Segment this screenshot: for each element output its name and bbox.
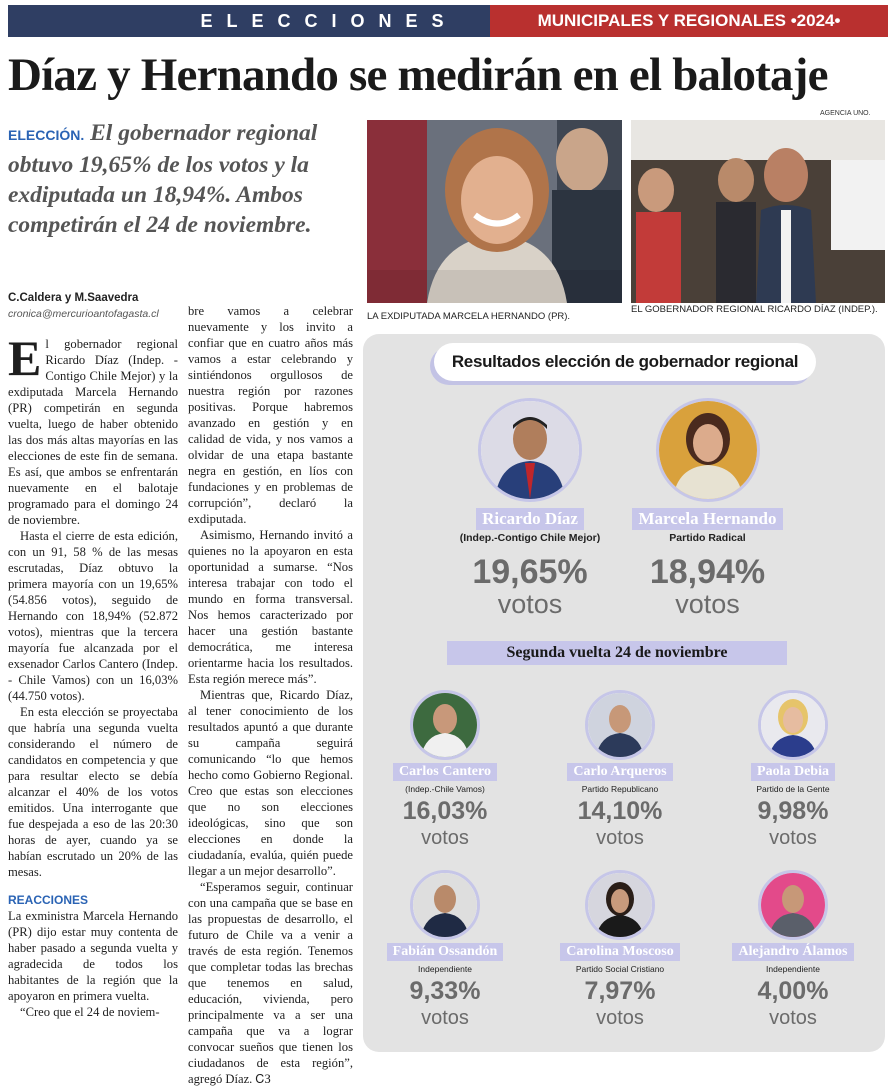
lede-text: El gobernador regional obtuvo 19,65% de los votos y la exdiputada un 18,94%. Ambos competirán el 24 de noviembre.	[8, 120, 318, 238]
candidate-percent: 16,03%	[402, 797, 488, 825]
candidate-portrait	[413, 873, 477, 937]
section-title: REACCIONES	[8, 893, 89, 907]
candidate-name: Alejandro Álamos	[732, 943, 853, 961]
end-mark: ᏟЗ	[255, 1072, 271, 1086]
paragraph-8	[188, 879, 353, 1087]
candidate-party: Partido Republicano	[581, 784, 659, 794]
subsection-label: MUNICIPALES Y REGIONALES •2024•	[490, 5, 888, 37]
paragraph-6: Asimismo, Hernando invitó a quienes no la apoyaron en esta oportunidad a sumarse. “Nos interesa trabajar con todo el mundo en forma transversal. Nos hemos caracterizado por hacer una gestión bastante democrática, me interesa orientarme hacia los resultados. Esta región merece más”.	[188, 528, 353, 686]
candidate-party: Partido de la Gente	[756, 784, 830, 794]
candidate-portrait	[761, 693, 825, 757]
author-email: cronica@mercurioantofagasta.cl	[8, 308, 159, 320]
paragraph-4: La exministra Marcela Hernando (PR) dijo estar muy contenta de haber pasado a segunda vuelta y agradecida de todos los habitantes de la región que la apoyaron en primera vuelta.	[8, 909, 178, 1003]
avatar	[478, 398, 582, 502]
candidate-percent: 4,00%	[757, 977, 829, 1005]
candidate-name: Paola Debia	[751, 763, 835, 781]
candidate-card	[718, 870, 868, 1030]
hernando-photo-illustration	[367, 120, 622, 303]
votes-label: votos	[769, 1007, 817, 1029]
candidate-card	[545, 690, 695, 850]
article-column-1	[8, 290, 178, 1020]
avatar	[410, 690, 480, 760]
photo-credit: AGENCIA UNO.	[820, 110, 871, 117]
votes-label: votos	[769, 827, 817, 849]
candidate-percent: 19,65%	[472, 553, 588, 591]
caption-right: EL GOBERNADOR REGIONAL RICARDO DÍAZ (INDEP.).	[631, 304, 878, 315]
candidate-card	[370, 870, 520, 1030]
avatar	[758, 870, 828, 940]
drop-cap: E	[8, 330, 42, 386]
finalist-card	[620, 398, 795, 618]
votes-label: votos	[421, 1007, 469, 1029]
votes-label: votos	[497, 589, 563, 619]
candidate-percent: 9,98%	[757, 797, 829, 825]
header-block	[8, 5, 168, 37]
candidate-portrait	[761, 873, 825, 937]
candidate-percent: 9,33%	[409, 977, 481, 1005]
candidate-portrait	[588, 873, 652, 937]
paragraph-1-text: l gobernador regional Ricardo Díaz (Indep. - Contigo Chile Mejor) y la exdiputada Marcela Hernando (PR) competirán en segunda vuelta, luego de haber obtenido las dos más altas mayorías en las elecciones de este fin de semana. Es así, que ambos se enfrentarán nuevamente en el balotaje programado para el domingo 24 de noviembre.	[8, 337, 178, 527]
results-title: Resultados elección de gobernador regional	[434, 343, 816, 381]
candidate-party: Independiente	[766, 964, 820, 974]
candidate-name: Fabián Ossandón	[387, 943, 504, 961]
candidate-name: Ricardo Díaz	[476, 508, 584, 530]
paragraph-5-start: “Creo que el 24 de noviem-	[20, 1005, 160, 1019]
candidate-name: Marcela Hernando	[632, 508, 782, 530]
candidate-percent: 14,10%	[577, 797, 663, 825]
candidate-party: Partido Radical	[669, 532, 746, 544]
avatar	[585, 870, 655, 940]
avatar	[656, 398, 760, 502]
paragraph-3: En esta elección se proyectaba que habría una segunda vuelta considerando el número de candidatos en competencia y que para resultar electo se debía alcanzar el 40% de los votos emitidos. Una interrogante que fue despejada a eso de las 20:30 horas de ayer, cuando ya se habían escrutado un 20% de las mesas.	[8, 705, 178, 879]
candidate-party: (Indep.-Contigo Chile Mejor)	[459, 532, 601, 544]
paragraph-8-text: “Esperamos seguir, continuar con una campaña que se base en las propuestas de desarrollo, el futuro de Chile va a venir a través de esta región. Tenemos que completar todas las brechas que tenemos en salud, educación, vivienda, pero principalmente va a ser una campaña que va a lograr convocar sueños que tienen los ciudadanos de esta región”, agregó Díaz.	[188, 880, 353, 1086]
candidate-card	[370, 690, 520, 850]
candidate-name: Carolina Moscoso	[560, 943, 679, 961]
paragraph-7: Mientras que, Ricardo Díaz, al tener conocimiento de los resultados apuntó a que durante su campaña seguirá comunicando “lo que hemos hecho como Gobierno Regional. Creo que estas son elecciones que no son elecciones ideológicas, sino que son elecciones en donde la ciudadanía, evalúa, quién puede llegar a un mejor desarrollo”.	[188, 688, 353, 878]
candidate-portrait	[659, 401, 757, 499]
candidate-percent: 18,94%	[649, 553, 766, 591]
avatar	[410, 870, 480, 940]
paragraph-2: Hasta el cierre de esta edición, con un 91, 58 % de las mesas escrutadas, Díaz obtuvo la primera mayoría con un 19,65% (54.856 votos), seguido de Hernando con 18,94% (52.872 votos), mientras que la tercera mayoría fue alcanzada por el exsenador Carlos Cantero (Indep. - Chile Vamos) con un 16,03% (44.750 votos).	[8, 529, 178, 703]
candidate-portrait	[481, 401, 579, 499]
photo-hernando	[367, 120, 622, 303]
candidate-percent: 7,97%	[584, 977, 656, 1005]
caption-left: LA EXDIPUTADA MARCELA HERNANDO (PR).	[367, 311, 571, 322]
avatar	[585, 690, 655, 760]
candidate-party: Partido Social Cristiano	[575, 964, 665, 974]
article-column-2	[188, 303, 353, 1087]
candidate-name: Carlo Arqueros	[567, 763, 672, 781]
candidate-portrait	[588, 693, 652, 757]
finalist-card	[445, 398, 615, 618]
section-label: ELECCIONES	[168, 5, 490, 37]
photo-diaz	[631, 120, 885, 303]
runoff-banner: Segunda vuelta 24 de noviembre	[447, 641, 787, 665]
diaz-photo-illustration	[631, 120, 885, 303]
votes-label: votos	[596, 827, 644, 849]
paragraph-5-end: bre vamos a celebrar nuevamente y los invito a confiar que en cuatro años más vamos a estar celebrando y sintiéndonos orgullosos de nuestra región por razones positivas. Porque habremos avanzado en gestión y en calidad de vida, y nos vamos a olvidar de una etapa bastante negra en gestión, en líos con fundaciones y en problemas de corrupción”, declaró la exdiputada.	[188, 304, 353, 526]
candidate-portrait	[413, 693, 477, 757]
lede-kicker: ELECCIÓN.	[8, 127, 85, 143]
byline: C.Caldera y M.Saavedra	[8, 292, 139, 304]
candidate-card	[718, 690, 868, 850]
votes-label: votos	[675, 589, 740, 619]
lede	[8, 118, 353, 240]
candidate-party: Independiente	[418, 964, 472, 974]
paragraph-1	[8, 330, 178, 528]
candidate-name: Carlos Cantero	[393, 763, 497, 781]
section-header	[8, 5, 888, 37]
votes-label: votos	[596, 1007, 644, 1029]
candidate-party: (Indep.-Chile Vamos)	[405, 784, 485, 794]
candidate-card	[545, 870, 695, 1030]
avatar	[758, 690, 828, 760]
headline: Díaz y Hernando se medirán en el balotaje	[8, 49, 828, 101]
votes-label: votos	[421, 827, 469, 849]
